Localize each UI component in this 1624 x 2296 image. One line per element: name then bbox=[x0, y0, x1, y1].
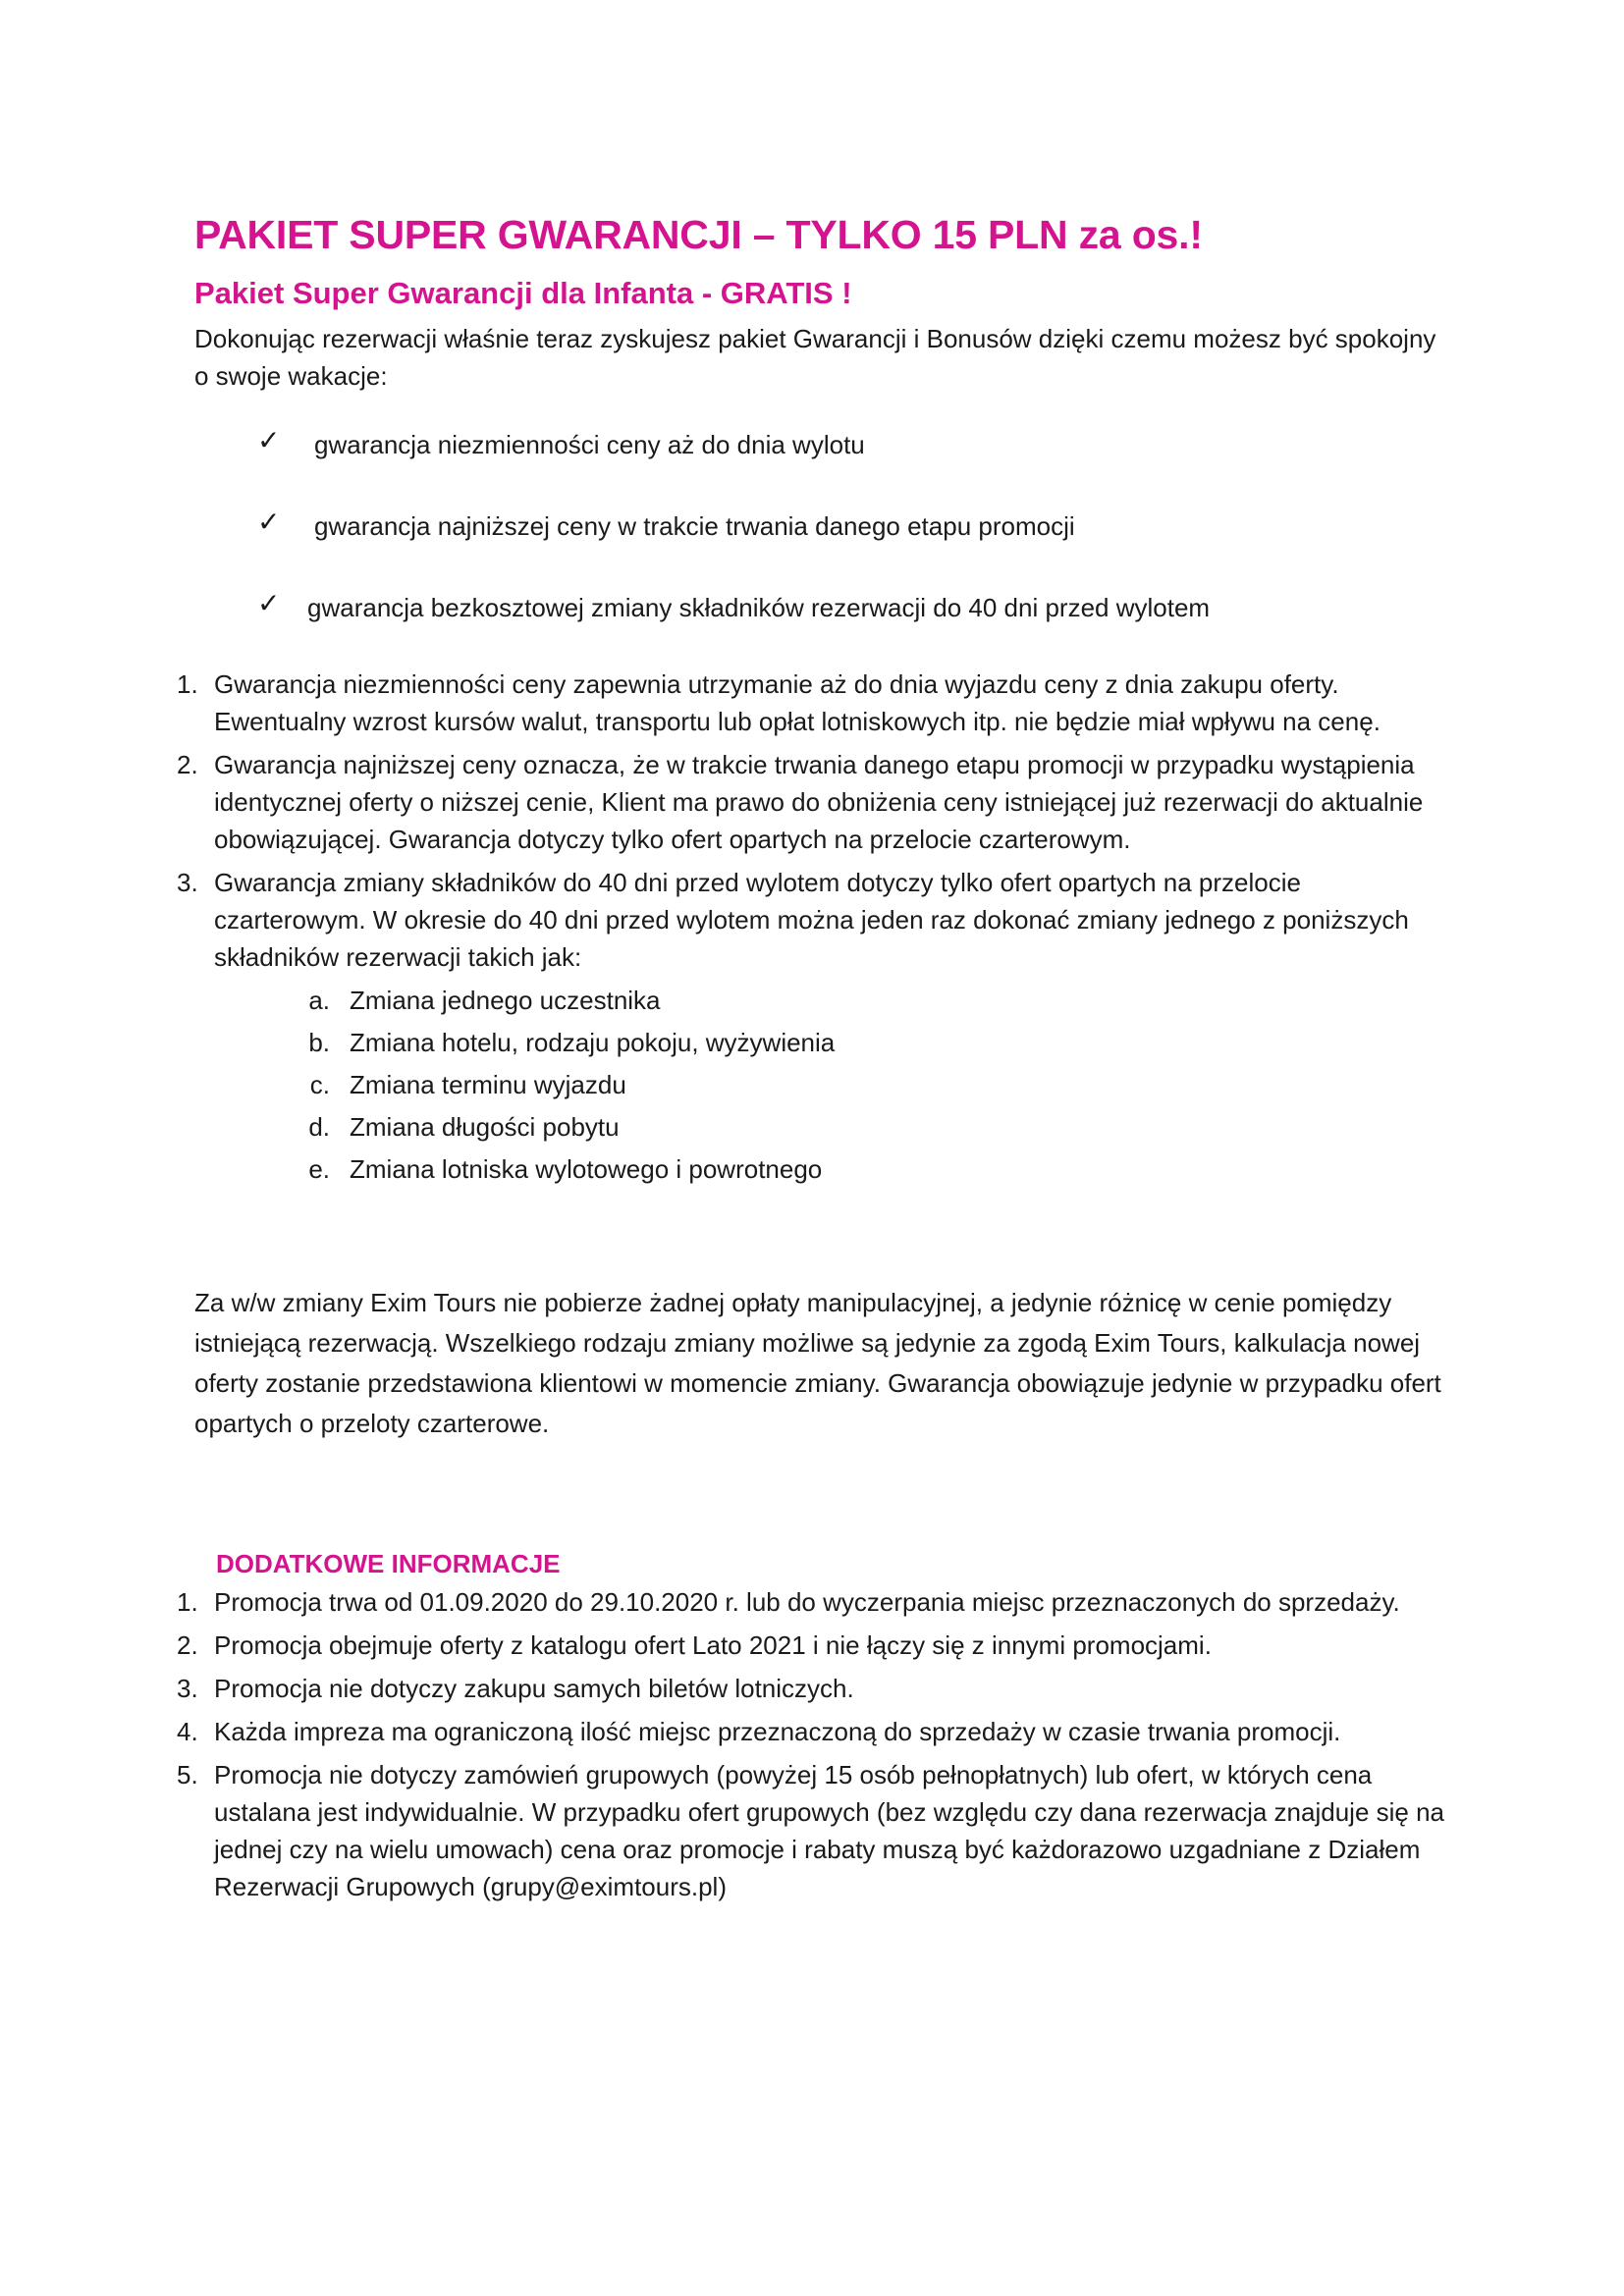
checklist-item: gwarancja najniższej ceny w trakcie trwania danego etapu promocji bbox=[314, 511, 1075, 541]
list-item bbox=[177, 1756, 1453, 1905]
sublist-letter: a. bbox=[308, 986, 330, 1015]
checkmark-icon: ✓ bbox=[257, 424, 281, 456]
list-item bbox=[177, 1583, 1453, 1621]
list-item-text: Każda impreza ma ograniczoną ilość miejsc przeznaczoną do sprzedaży w czasie trwania promocji. bbox=[214, 1717, 1341, 1746]
list-item-text: Promocja trwa od 01.09.2020 do 29.10.2020 r. lub do wyczerpania miejsc przeznaczonych do sprzedaży. bbox=[214, 1587, 1400, 1617]
list-item-text: Promocja obejmuje oferty z katalogu ofert Lato 2021 i nie łączy się z innymi promocjami. bbox=[214, 1630, 1212, 1660]
list-number: 2. bbox=[177, 750, 198, 779]
list-number: 2. bbox=[177, 1630, 198, 1660]
changes-sublist bbox=[214, 980, 1453, 1191]
page-title: PAKIET SUPER GWARANCJI – TYLKO 15 PLN za os.! bbox=[194, 212, 1203, 257]
checkmark-icon: ✓ bbox=[257, 506, 281, 538]
sublist-item-text: Zmiana długości pobytu bbox=[350, 1112, 620, 1142]
list-number: 4. bbox=[177, 1717, 198, 1746]
list-item bbox=[177, 746, 1453, 858]
list-item bbox=[177, 1713, 1453, 1750]
sublist-item bbox=[214, 1064, 1453, 1106]
sublist-letter: d. bbox=[308, 1112, 330, 1142]
list-item-text: Promocja nie dotyczy zamówień grupowych (powyżej 15 osób pełnopłatnych) lub ofert, w których cena ustalana jest indywidualnie. W przypadku ofert grupowych (bez względu czy dana rezerwacja znajduje się na jednej czy na wielu umowach) cena oraz promocje i rabaty muszą być każdorazowo uzgadniane z Działem Rezerwacji Grupowych (grupy@eximtours.pl) bbox=[214, 1760, 1445, 1901]
sublist-letter: c. bbox=[309, 1070, 330, 1099]
checklist-item: gwarancja niezmienności ceny aż do dnia wylotu bbox=[314, 430, 865, 459]
list-item bbox=[177, 666, 1453, 740]
list-number: 3. bbox=[177, 1674, 198, 1703]
changes-note-paragraph: Za w/w zmiany Exim Tours nie pobierze żadnej opłaty manipulacyjnej, a jedynie różnicę w cenie pomiędzy istniejącą rezerwacją. Wszelkiego rodzaju zmiany możliwe są jedynie za zgodą Exim Tours, kalkulacja nowej oferty zostanie przedstawiona klientowi w momencie zmiany. Gwarancja obowiązuje jedynie w przypadku ofert opartych o przeloty czarterowe. bbox=[194, 1288, 1441, 1438]
list-item bbox=[177, 1670, 1453, 1707]
sublist-item-text: Zmiana hotelu, rodzaju pokoju, wyżywienia bbox=[350, 1028, 836, 1057]
sublist-item-text: Zmiana terminu wyjazdu bbox=[350, 1070, 626, 1099]
checkmark-icon: ✓ bbox=[257, 587, 281, 619]
sublist-item bbox=[214, 1148, 1453, 1191]
list-item-text: Gwarancja zmiany składników do 40 dni przed wylotem dotyczy tylko ofert opartych na przelocie czarterowym. W okresie do 40 dni przed wylotem można jeden raz dokonać zmiany jednego z poniższych składników rezerwacji takich jak: bbox=[214, 868, 1409, 972]
list-item-text: Promocja nie dotyczy zakupu samych biletów lotniczych. bbox=[214, 1674, 854, 1703]
sublist-item bbox=[214, 1106, 1453, 1148]
list-item bbox=[177, 864, 1453, 1191]
intro-paragraph: Dokonując rezerwacji właśnie teraz zyskujesz pakiet Gwarancji i Bonusów dzięki czemu możesz być spokojny o swoje wakacje: bbox=[194, 324, 1436, 391]
additional-info-list bbox=[177, 1583, 1453, 1911]
sublist-item bbox=[214, 980, 1453, 1022]
list-item bbox=[177, 1627, 1453, 1664]
guarantee-details-list bbox=[177, 666, 1453, 1197]
sublist-letter: e. bbox=[308, 1154, 330, 1184]
page-subtitle: Pakiet Super Gwarancji dla Infanta - GRATIS ! bbox=[194, 276, 852, 310]
list-item-text: Gwarancja najniższej ceny oznacza, że w trakcie trwania danego etapu promocji w przypadku wystąpienia identycznej oferty o niższej cenie, Klient ma prawo do obniżenia ceny istniejącej już rezerwacji do aktualnie obowiązującej. Gwarancja dotyczy tylko ofert opartych na przelocie czarterowym. bbox=[214, 750, 1424, 854]
list-number: 3. bbox=[177, 868, 198, 897]
additional-info-heading: DODATKOWE INFORMACJE bbox=[216, 1549, 561, 1578]
list-number: 1. bbox=[177, 1587, 198, 1617]
sublist-item-text: Zmiana lotniska wylotowego i powrotnego bbox=[350, 1154, 823, 1184]
sublist-item-text: Zmiana jednego uczestnika bbox=[350, 986, 661, 1015]
list-number: 5. bbox=[177, 1760, 198, 1789]
list-number: 1. bbox=[177, 669, 198, 699]
sublist-item bbox=[214, 1022, 1453, 1064]
sublist-letter: b. bbox=[308, 1028, 330, 1057]
list-item-text: Gwarancja niezmienności ceny zapewnia utrzymanie aż do dnia wyjazdu ceny z dnia zakupu oferty. Ewentualny wzrost kursów walut, transportu lub opłat lotniskowych itp. nie będzie miał wpływu na cenę. bbox=[214, 669, 1380, 736]
checklist-item: gwarancja bezkosztowej zmiany składników rezerwacji do 40 dni przed wylotem bbox=[307, 593, 1211, 622]
